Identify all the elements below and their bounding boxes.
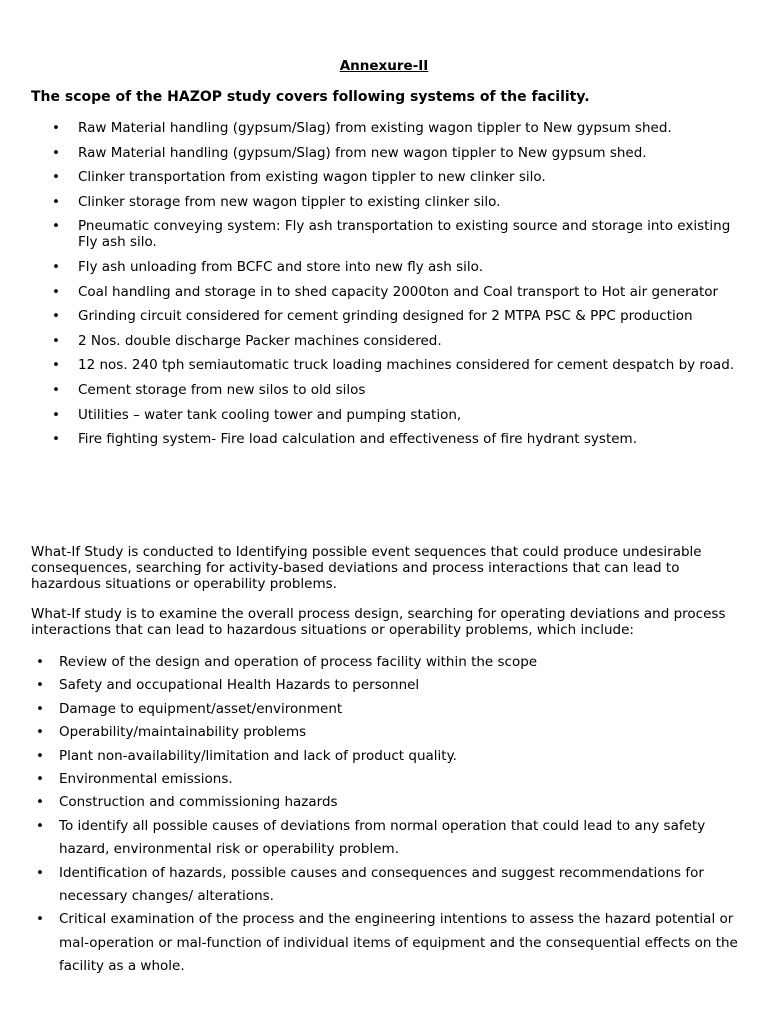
bullet-icon: • <box>36 677 44 694</box>
bullet-icon: • <box>36 747 44 764</box>
list-item <box>0 791 768 814</box>
list-item-text: Fly ash unloading from BCFC and store into new fly ash silo. <box>78 258 483 275</box>
list-item-text: Operability/maintainability problems <box>59 724 307 741</box>
list-item-text: To identify all possible causes of deviations from normal operation that could lead to any safety hazard, environmental risk or operability problem. <box>59 817 706 858</box>
list-item-text: Clinker transportation from existing wagon tippler to new clinker silo. <box>78 169 546 186</box>
bullet-icon: • <box>52 193 60 210</box>
bullet-icon: • <box>52 169 60 186</box>
bullet-icon: • <box>52 431 60 448</box>
scope-heading: The scope of the HAZOP study covers following systems of the facility. <box>31 89 590 105</box>
bullet-icon: • <box>52 258 60 275</box>
list-item <box>0 721 768 744</box>
list-item <box>0 862 768 909</box>
bullet-icon: • <box>52 357 60 374</box>
list-item-text: Raw Material handling (gypsum/Slag) from existing wagon tippler to New gypsum shed. <box>78 120 672 136</box>
bullet-icon: • <box>52 144 60 161</box>
list-item <box>0 431 768 447</box>
list-item <box>0 698 768 721</box>
list-item-text: Identification of hazards, possible causes and consequences and suggest recommendations for necessary changes/ alterations. <box>59 864 704 905</box>
list-item-text: Safety and occupational Health Hazards to personnel <box>59 677 420 694</box>
list-item <box>0 768 768 791</box>
bullet-icon: • <box>52 120 60 136</box>
list-item <box>0 674 768 697</box>
list-item <box>0 745 768 768</box>
bullet-icon: • <box>36 724 44 741</box>
list-item-text: Cement storage from new silos to old silos <box>78 381 366 398</box>
bullet-icon: • <box>36 864 44 881</box>
list-item-text: Grinding circuit considered for cement grinding designed for 2 MTPA PSC & PPC production <box>78 308 693 325</box>
list-item <box>0 194 768 210</box>
list-item <box>0 407 768 423</box>
list-item <box>0 908 768 978</box>
list-item <box>0 120 768 136</box>
annexure-title: Annexure-II <box>339 58 429 74</box>
list-item <box>0 333 768 349</box>
list-item-text: Damage to equipment/asset/environment <box>59 700 343 717</box>
scope-systems-list <box>0 120 768 456</box>
list-item <box>0 284 768 300</box>
what-if-intro-paragraph: What-If Study is conducted to Identifying possible event sequences that could produce undesirable consequences, searching for activity-based deviations and process interactions that can lead to hazardous situations or operability problems. <box>31 544 702 592</box>
list-item <box>0 382 768 398</box>
bullet-icon: • <box>36 817 44 834</box>
bullet-icon: • <box>36 771 44 788</box>
list-item <box>0 259 768 275</box>
bullet-icon: • <box>52 381 60 398</box>
bullet-icon: • <box>36 700 44 717</box>
list-item-text: 2 Nos. double discharge Packer machines considered. <box>78 332 442 349</box>
bullet-icon: • <box>36 911 44 928</box>
bullet-icon: • <box>36 794 44 811</box>
what-if-items-list <box>0 651 768 979</box>
list-item-text: Pneumatic conveying system: Fly ash transportation to existing source and storage into existing Fly ash silo. <box>78 218 731 251</box>
list-item-text: Construction and commissioning hazards <box>59 794 338 811</box>
bullet-icon: • <box>52 283 60 300</box>
list-item-text: Clinker storage from new wagon tippler to existing clinker silo. <box>78 193 501 210</box>
list-item-text: Environmental emissions. <box>59 771 233 788</box>
list-item-text: Coal handling and storage in to shed capacity 2000ton and Coal transport to Hot air generator <box>78 283 719 300</box>
bullet-icon: • <box>36 654 44 670</box>
list-item-text: 12 nos. 240 tph semiautomatic truck loading machines considered for cement despatch by road. <box>78 357 735 374</box>
list-item-text: Review of the design and operation of process facility within the scope <box>59 654 538 670</box>
what-if-purpose-paragraph: What-If study is to examine the overall process design, searching for operating deviations and process interactions that can lead to hazardous situations or operability problems, which include: <box>31 606 726 638</box>
list-item <box>0 308 768 324</box>
list-item-text: Utilities – water tank cooling tower and pumping station, <box>78 406 462 423</box>
list-item-text: Raw Material handling (gypsum/Slag) from new wagon tippler to New gypsum shed. <box>78 144 647 161</box>
bullet-icon: • <box>52 406 60 423</box>
list-item <box>0 815 768 862</box>
list-item-text: Critical examination of the process and the engineering intentions to assess the hazard potential or mal-operation or mal-function of individual items of equipment and the consequential effects on the facility as a whole. <box>59 911 738 975</box>
bullet-icon: • <box>52 308 60 325</box>
bullet-icon: • <box>52 218 60 235</box>
list-item-text: Fire fighting system- Fire load calculation and effectiveness of fire hydrant system. <box>78 431 637 448</box>
list-item-text: Plant non-availability/limitation and lack of product quality. <box>59 747 457 764</box>
list-item <box>0 651 768 674</box>
bullet-icon: • <box>52 332 60 349</box>
list-item <box>0 169 768 185</box>
list-item <box>0 145 768 161</box>
list-item <box>0 218 768 250</box>
list-item <box>0 357 768 373</box>
